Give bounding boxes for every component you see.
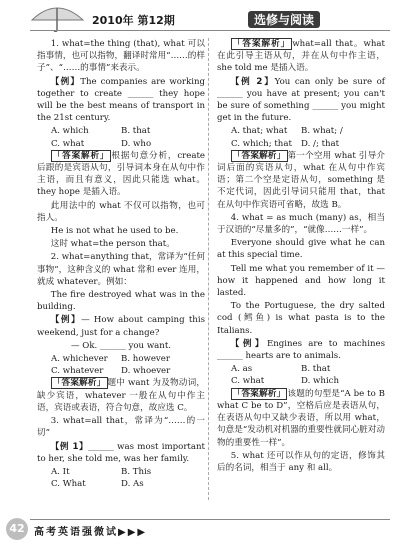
option: C. What <box>51 479 86 490</box>
example <box>37 441 205 465</box>
option-row <box>37 138 205 150</box>
option-row <box>217 125 385 137</box>
answer <box>37 377 205 414</box>
example-text: — How about camping this weekend, just for a change? <box>37 315 205 338</box>
option-row <box>37 365 205 377</box>
paragraph: 1. what=the thing (that), what 可以指事情，也可以指物，翻译时常用“……的样子”、“……的事情”来表示。 <box>37 39 205 74</box>
example-tag: 【例】 <box>50 76 81 87</box>
example <box>217 338 385 362</box>
example-text: Engines are to machines ______ hearts are to animals. <box>217 338 385 362</box>
header-rule <box>30 30 390 31</box>
answer <box>217 38 385 75</box>
option: A. as <box>231 364 253 375</box>
option: A. whichever <box>51 354 108 365</box>
option-row <box>217 375 385 387</box>
paragraph: Tell me what you remember of it — how it happened and how long it lasted. <box>217 263 385 299</box>
option-row <box>217 138 385 150</box>
answer-text: 题中 want 为及物动词，缺少宾语，whatever 一般在从句中作主语，宾语或表语，符合句意，故应选 C。 <box>37 378 205 413</box>
option: D. As <box>121 479 144 490</box>
answer <box>37 150 205 199</box>
option: B. that <box>301 364 331 375</box>
option: D. whoever <box>121 366 171 377</box>
example-tag: 【例 2】 <box>230 76 275 87</box>
option: C. what <box>51 138 85 149</box>
example <box>37 314 205 338</box>
answer-text: what=all that。what 在此引导主语从句，并在从句中作主语，she told me 是插入语。 <box>217 39 385 74</box>
footer-title: 高考英语强微试▶▶▶ <box>34 527 148 538</box>
example-tag: 【例 1】 <box>50 441 89 452</box>
paragraph: 2. what=anything that，常译为“任何事物”，这种含义的 what 常和 ever 连用，就成 whatever。例如： <box>37 252 205 287</box>
option: B. however <box>121 354 170 365</box>
answer-text: 该题的句型是“A be to B what C be to D”，空格后应是表语从句，在表语从句中又缺少表语，所以用 what，句意是“发动机对机器的重要性就同心脏对动物的重要性一样”。 <box>217 388 385 448</box>
paragraph: 5. what 还可以作从句的定语，修饰其后的名词，相当于 any 和 all。 <box>217 450 385 473</box>
example-tag: 【例】 <box>230 338 267 349</box>
option: A. which <box>51 126 89 137</box>
answer-text: 第一个空用 what 引导介词后面的宾语从句，what 在从句中作宾语；第二个空是定语从句，something 是不定代词，因此引导词只能用 that，that 在从句中作宾语可省略，故选 B。 <box>217 150 385 210</box>
option: C. what <box>231 376 265 387</box>
column-divider <box>208 38 209 500</box>
paragraph: Everyone should give what he can at this special time. <box>217 238 385 261</box>
example-text: — Ok. ______ you want. <box>70 340 172 351</box>
option-row <box>37 466 205 478</box>
option-row <box>217 363 385 375</box>
section-title: 选修与阅读 <box>248 11 320 28</box>
umbrella-logo-icon <box>30 2 85 32</box>
paragraph: To the Portuguese, the dry salted cod (鳕鱼) is what pasta is to the Italians. <box>217 301 385 336</box>
option: A. that; what <box>231 126 288 137</box>
option-row <box>37 353 205 365</box>
example-text: ______ was most important to her, she told me, was her family. <box>37 441 205 464</box>
issue-label: 2010年 第12期 <box>92 14 175 27</box>
answer-tag: 「答案解析」 <box>52 150 110 161</box>
option-row <box>37 125 205 137</box>
option: C. which; that <box>231 138 292 149</box>
example <box>37 76 205 125</box>
paragraph: 3. what=all that，常译为“……的一切” <box>37 416 205 439</box>
answer-tag: 「答案解析」 <box>232 39 291 49</box>
example-text: The companies are working together to create ______ they hope will be the best means of transport in the 21st century. <box>37 76 205 124</box>
option: C. whatever <box>51 366 104 377</box>
right-column <box>217 38 385 475</box>
paragraph: He is not what he used to be. <box>50 226 179 237</box>
option: B. what; / <box>301 126 343 137</box>
option-row <box>37 478 205 490</box>
answer <box>217 150 385 211</box>
paragraph: 这时 what=the person that。 <box>50 239 175 250</box>
footer-rule <box>30 519 390 520</box>
answer-text: 根据句意分析，create 后跟的是宾语从句，引导词本身在从句中作主语，而且有意义，因此只能选 what。they hope 是插入语。 <box>37 150 205 198</box>
answer <box>217 388 385 449</box>
option: A. It <box>51 466 70 477</box>
option: B. This <box>121 466 152 477</box>
answer-tag: 「答案解析」 <box>52 378 106 389</box>
example <box>217 76 385 125</box>
option: D. which <box>301 376 340 387</box>
left-column <box>37 38 205 490</box>
example-text: You can only be sure of ______ you have at present; you can't be sure of something ______ you might get in the future. <box>217 76 385 124</box>
option: D. /; that <box>301 138 340 149</box>
option: D. who <box>121 138 152 149</box>
paragraph: The fire destroyed what was in the building. <box>37 290 205 313</box>
answer-tag: 「答案解析」 <box>232 150 286 161</box>
option: B. that <box>121 126 151 137</box>
paragraph: 此用法中的 what 不仅可以指物，也可指人。 <box>37 200 205 223</box>
page-header <box>0 0 400 30</box>
page-number: 42 <box>6 518 28 540</box>
answer-tag: 「答案解析」 <box>232 388 286 399</box>
example-tag: 【例】 <box>50 315 82 326</box>
page-footer <box>0 510 400 550</box>
paragraph: 4. what = as much (many) as，相当于汉语的“尽量多的”，“就像……一样”。 <box>217 212 385 236</box>
